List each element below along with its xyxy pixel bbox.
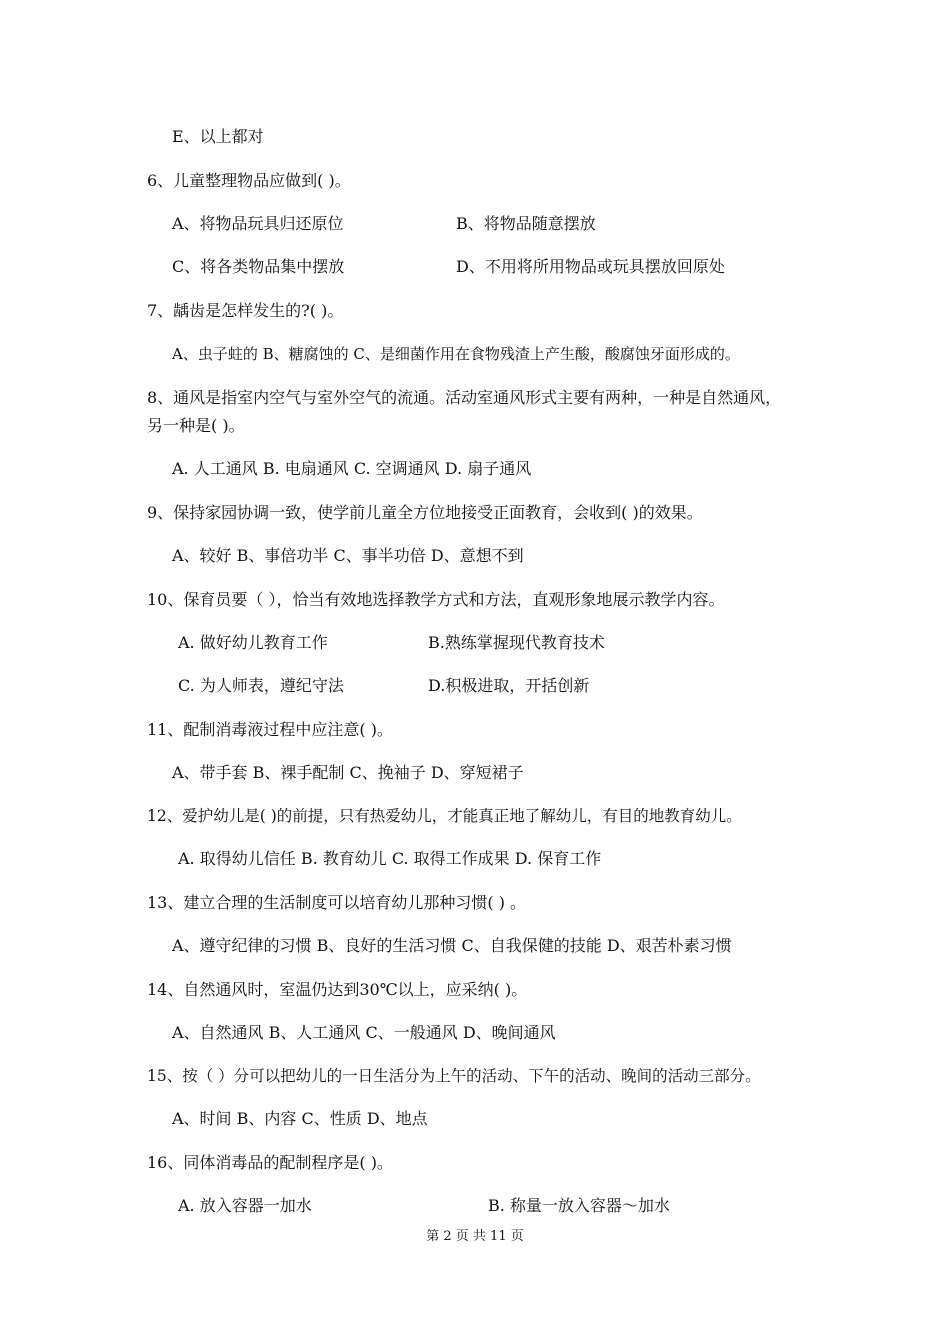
option-d: D、不用将所用物品或玩具摆放回原处	[456, 257, 725, 276]
question-stem: 12、爱护幼儿是( )的前提，只有热爱幼儿，才能真正地了解幼儿，有目的地教育幼儿。	[147, 807, 742, 825]
option-a: A、将物品玩具归还原位	[172, 214, 344, 233]
option-d: D.积极进取，开括创新	[428, 676, 590, 695]
question-stem: 16、同体消毒品的配制程序是( )。	[147, 1153, 393, 1172]
option-line: A. 取得幼儿信任 B. 教育幼儿 C. 取得工作成果 D. 保育工作	[178, 849, 602, 868]
question-stem: 10、保育员要（ ），恰当有效地选择教学方式和方法，直观形象地展示教学内容。	[147, 590, 725, 609]
option-line: A. 人工通风 B. 电扇通风 C. 空调通风 D. 扇子通风	[172, 459, 532, 478]
option-line: E、以上都对	[172, 127, 264, 146]
option-c: C、将各类物品集中摆放	[172, 257, 345, 276]
option-b: B. 称量一放入容器～加水	[488, 1196, 670, 1215]
option-line: A、带手套 B、裸手配制 C、挽袖子 D、穿短裙子	[172, 763, 524, 782]
question-stem: 7、龋齿是怎样发生的?( )。	[147, 301, 344, 320]
question-stem: 9、保持家园协调一致，使学前儿童全方位地接受正面教育，会收到( )的效果。	[147, 503, 703, 522]
option-a: A. 做好幼儿教育工作	[178, 633, 328, 652]
question-stem: 11、配制消毒液过程中应注意( )。	[147, 720, 393, 739]
option-b: B.熟练掌握现代教育技术	[428, 633, 605, 652]
question-stem: 15、按（ ）分可以把幼儿的一日生活分为上午的活动、下午的活动、晚间的活动三部分。	[147, 1067, 761, 1085]
question-stem: 14、自然通风时，室温仍达到30℃以上，应采纳( )。	[147, 980, 528, 999]
question-stem: 13、建立合理的生活制度可以培育幼儿那种习惯( ) 。	[147, 893, 527, 912]
question-stem: 6、儿童整理物品应做到( )。	[147, 171, 351, 190]
page-footer: 第 2 页 共 11 页	[426, 1229, 524, 1244]
option-c: C. 为人师表，遵纪守法	[178, 676, 344, 695]
question-stem: 8、通风是指室内空气与室外空气的流通。活动室通风形式主要有两种，一种是自然通风，	[147, 388, 782, 407]
option-b: B、将物品随意摆放	[456, 214, 596, 233]
option-line: A、自然通风 B、人工通风 C、一般通风 D、晚间通风	[172, 1023, 556, 1042]
option-line: A、较好 B、事倍功半 C、事半功倍 D、意想不到	[172, 546, 524, 565]
question-stem-continued: 另一种是( )。	[147, 416, 245, 435]
option-line: A、时间 B、内容 C、性质 D、地点	[172, 1109, 428, 1128]
option-line: A、遵守纪律的习惯 B、良好的生活习惯 C、自我保健的技能 D、艰苦朴素习惯	[172, 936, 732, 955]
option-line: A、虫子蛀的 B、糖腐蚀的 C、是细菌作用在食物残渣上产生酸，酸腐蚀牙面形成的。	[172, 345, 740, 363]
option-a: A. 放入容器一加水	[178, 1196, 312, 1215]
